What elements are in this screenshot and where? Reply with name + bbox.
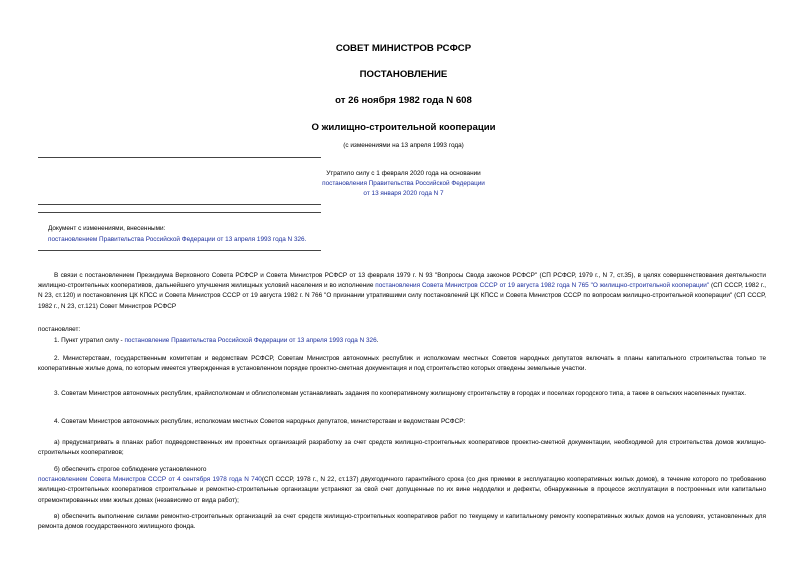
divider	[38, 250, 321, 251]
divider	[38, 212, 321, 213]
p1-end: .	[376, 337, 379, 344]
intro-text-b: (СП СССР, 1982 г., N 23, ст.120) и постановления ЦК КПСС и Совета Министров СССР от 19 августа 1982 г. N 766 "О признании утратившими силу постановлений ЦК КПСС и Совета Министров СССР по вопросам жилищно-строительной кооперации" (СП СССР, 1982 г., N 23, ст.121) Совет Министров РСФСР	[38, 282, 766, 310]
p4b-rest: (СП СССР, 1978 г., N 22, ст.137) двухгодичного гарантийного срока (со дня приемки в эксплуатацию кооперативных жилых домов), в течение которого по требованию жилищно-строительных кооперативов строительные и ремонтно-строительные организации устраняют за свой счет допущенные по их вине недоделки и дефекты, обнаруженные в процессе эксплуатации в построенных или капитально отремонтированных ими жилых домах (независимо от вида работ);	[38, 476, 766, 504]
document-type: ПОСТАНОВЛЕНИЕ	[359, 69, 448, 80]
paragraph-3: 3. Советам Министров автономных республик, крайисполкомам и облисполкомам устанавливать задания по кооперативному жилищному строительству в городах и поселках городского типа, а также в сельских населенных пунктах.	[54, 390, 747, 397]
changes-label: Документ с изменениями, внесенными:	[48, 225, 166, 232]
status-link-text-1[interactable]: постановления Правительства Российской Федерации	[322, 180, 485, 187]
document-date-number: от 26 ноября 1982 года N 608	[335, 95, 472, 106]
status-link-1[interactable]	[0, 180, 807, 187]
p1-text: 1. Пункт утратил силу -	[54, 337, 125, 344]
paragraph-1	[38, 336, 766, 346]
divider	[38, 157, 321, 158]
divider	[38, 204, 321, 205]
paragraph-4v: в) обеспечить выполнение силами ремонтно-строительных организаций за счет средств жилищно-строительных кооперативов работ по текущему и капитальному ремонту кооперативных жилых домов на условиях, установленных для ремонта домов государственного жилищного фонда.	[38, 513, 766, 531]
status-link-2[interactable]	[0, 190, 807, 197]
status-link-text-2[interactable]: от 13 января 2020 года N 7	[363, 190, 444, 197]
paragraph-4a: а) предусматривать в планах работ подведомственных им проектных организаций разработку за счет средств жилищно-строительных кооперативов проектно-сметной документации, необходимой для строительства домов жилищно-строительных кооперативов;	[38, 439, 766, 457]
p4b-head: б) обеспечить строгое соблюдение установленного	[54, 466, 207, 473]
p4b-link[interactable]: постановлением Совета Министров СССР от 4 сентября 1978 года N 740	[38, 476, 262, 484]
intro-link[interactable]: постановления Совета Министров СССР от 19 августа 1982 года N 765 "О жилищно-строительной кооперации"	[375, 282, 710, 290]
amendment-note: (с изменениями на 13 апреля 1993 года)	[343, 142, 464, 149]
document-title: О жилищно-строительной кооперации	[311, 122, 496, 133]
intro-paragraph	[38, 271, 766, 312]
p1-link[interactable]: постановление Правительства Российской Федерации от 13 апреля 1993 года N 326	[124, 337, 377, 344]
decree-word: постановляет:	[38, 326, 81, 333]
paragraph-4: 4. Советам Министров автономных республик, исполкомам местных Советов народных депутатов, министерствам и ведомствам РСФСР:	[54, 418, 466, 425]
paragraph-2: 2. Министерствам, государственным комитетам и ведомствам РСФСР, Советам Министров автономных республик и исполкомам местных Советов народных депутатов включать в планы капитального строительства только те кооперативные жилые дома, по которым имеется утвержденная в установленном порядке проектно-сметная документация и под строительство которых отведены земельные участки.	[38, 355, 766, 373]
issuer-title: СОВЕТ МИНИСТРОВ РСФСР	[335, 43, 472, 54]
status-text: Утратило силу с 1 февраля 2020 года на основании	[326, 170, 481, 177]
changes-link[interactable]: постановлением Правительства Российской Федерации от 13 апреля 1993 года N 326.	[48, 236, 307, 243]
intro-text-a: В связи с постановлением Президиума Верховного Совета РСФСР и Совета Министров РСФСР от 13 февраля 1979 г. N 93 "Вопросы Свода законов РСФСР" (СП РСФСР, 1979 г., N 7, ст.35), в целях совершенствования деятельности жилищно-строительных кооперативов, дальнейшего улучшения жилищных условий населения и во исполнение	[38, 272, 766, 290]
paragraph-4b	[38, 465, 766, 506]
